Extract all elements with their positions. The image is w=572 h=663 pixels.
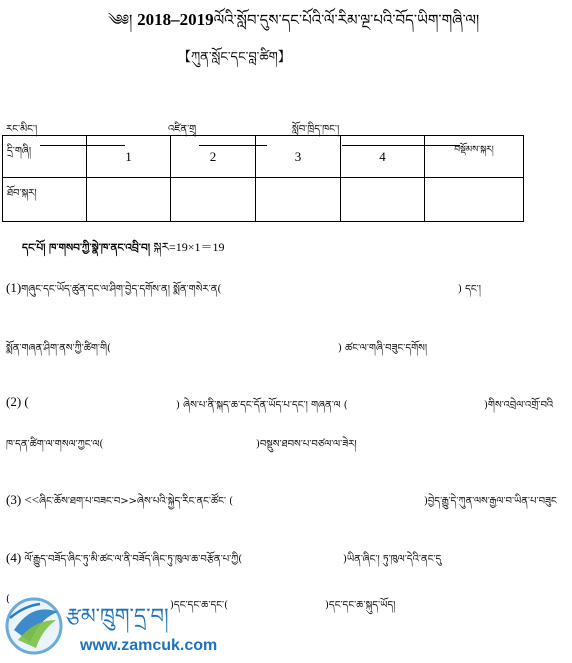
school-label: སློབ་ཁྲིད་ཁང་།: [292, 124, 340, 135]
question-2-line-1-end: )གིས་འབྲེལ་འགྲོ་བའི: [484, 400, 554, 411]
question-1-line-1-end: ) དང་།: [458, 284, 481, 295]
score-cell-3[interactable]: [256, 178, 341, 222]
question-number: (1): [6, 280, 22, 295]
question-4-line-1: [6, 548, 242, 576]
question-1-line-2-end: ) ཚང་ལ་གཞི་བཟུང་དགོས།: [338, 343, 428, 354]
title-years: 2018–2019: [137, 10, 214, 29]
question-4-line-2-start: (: [6, 594, 10, 605]
question-3-end: )བྱེད་རྒྱུ་དེ་ཀུན་ལས་རྒྱལ་བ་ཡིན་པ་བཟུང: [424, 496, 557, 507]
question-text: ལོ་རྒྱུད་བཟོད་ཞིང་ཏུ་མི་ཚང་ལ་ནི་བཟོད་ཞིང་ཏུ་ཁུལ་ཆ་བརྩོན་པ་ཀྱི(: [24, 554, 243, 565]
question-2-line-1: ) ཞེས་པ་ནི་སྐད་ཆ་དང་དོན་ཡོད་པ་དང་། གཞན་ལ (: [176, 400, 348, 411]
question-number: (2) (: [6, 394, 29, 409]
total-label-cell: བསྡོམས་སྐར།: [425, 136, 524, 178]
question-2-line-2-end: )བསྡུས་ཐབས་པ་བཙལ་ལ་ཟེར།: [256, 439, 357, 450]
watermark-logo-graphic: [0, 590, 240, 659]
column-3: 3: [256, 136, 341, 178]
question-4-line-2-mid: )དང་དང་ཆ་དང་(: [170, 600, 229, 611]
question-text: གཞུང་དང་ཡོད་ཚུན་དང་ལ་ཤིག་བྱེད་དགོས་ན། སྨོན་གསེར་ན(: [21, 284, 222, 295]
watermark-url: www.zamcuk.com: [80, 637, 218, 654]
score-label-cell: ཐོབ་སྐར།: [3, 178, 87, 222]
column-2: 2: [171, 136, 256, 178]
title-suffix: ལོའི་སློབ་དུས་དང་པོའི་ལོ་རིམ་ལྔ་པའི་བོད་ཡིག་གཞི་ལ།: [213, 11, 480, 29]
class-label: འཛིན་གྲྭ: [168, 124, 197, 135]
question-2-line-2: ཁ་དན་ཚིག་ལ་གསལ་ཀྱང་ལ(: [6, 439, 104, 450]
name-label: རང་མིང་།: [6, 124, 38, 135]
score-cell-1[interactable]: [87, 178, 171, 222]
score-table-score-row: [3, 178, 524, 222]
subtitle: 【ཀུན་སློང་དང་བླ་ཚིག】: [178, 50, 291, 65]
column-4: 4: [341, 136, 425, 178]
question-text: ཞིང་ཆོས་ཐག་པ་བཟང་བ>>ཞེས་པའི་སྐྱེད་རིང་ནང་ཚོང་ (: [39, 496, 234, 507]
question-number: (3) <<: [6, 492, 40, 507]
section-heading: [22, 234, 225, 268]
watermark-logo: [0, 590, 240, 659]
score-cell-2[interactable]: [171, 178, 256, 222]
question-1-line-2: སྨོན་གཞན་ཤིག་ནས་ཀྱི་ཚིག་གི(: [6, 343, 111, 354]
section-title: དང་པོ། ཁ་གསབ་ཀྱི་སྣེ་ཁ་ནང་འབྲི་བ།: [22, 242, 151, 254]
question-2-start: [6, 394, 29, 410]
question-3: [6, 490, 233, 518]
question-1-line-1: [6, 278, 221, 306]
score-cell-4[interactable]: [341, 178, 425, 222]
score-table-header-row: [3, 136, 524, 178]
page-title: [108, 4, 479, 46]
question-label-cell: དྲི་གཞི།: [3, 136, 87, 178]
question-4-line-1-end: )ཡིན་ཞིང་། ཏུ་ཁུལ་དེའི་ནང་དུ: [343, 554, 442, 565]
score-cell-total[interactable]: [425, 178, 524, 222]
question-4-line-2-end: )དང་དང་ཆ་སྐུད་ཡོད།: [325, 600, 396, 611]
watermark-text: རྩམ་ཁྲུག་དྲ་བ།: [66, 604, 169, 628]
title-prefix: ༄༅།: [108, 11, 138, 29]
column-1: 1: [87, 136, 171, 178]
question-number: (4): [6, 550, 25, 565]
section-score: སྐར=19×1＝19: [153, 240, 225, 254]
score-table: [2, 135, 524, 222]
